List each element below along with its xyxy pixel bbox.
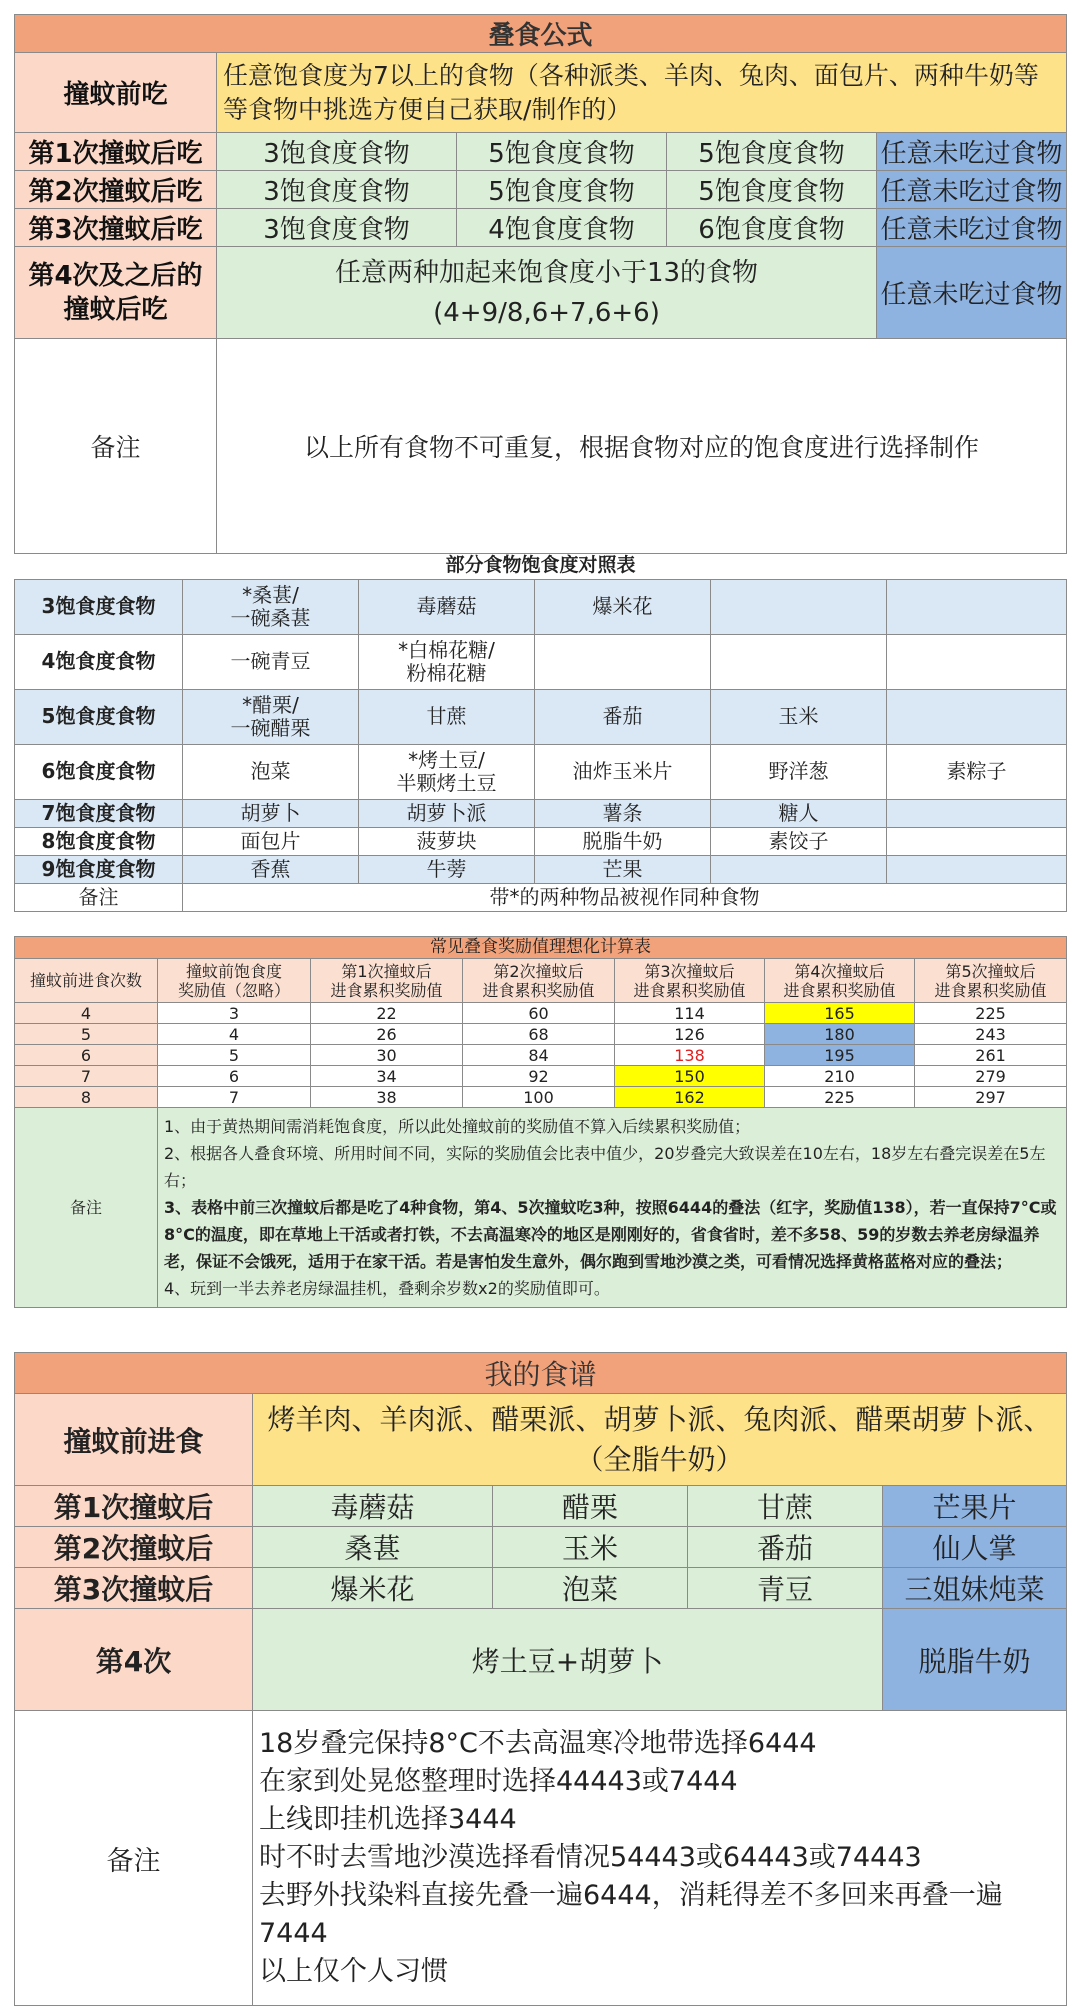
reward-cell: 4 bbox=[158, 1024, 311, 1045]
row-label: 8饱食度食物 bbox=[15, 827, 183, 855]
recipe-note: 时不时去雪地沙漠选择看情况54443或64443或74443 bbox=[259, 1842, 922, 1873]
cell: 5饱食度食物 bbox=[457, 133, 667, 171]
note-label: 备注 bbox=[15, 339, 217, 554]
recipe-cell: 玉米 bbox=[493, 1527, 688, 1568]
reward-header: 第4次撞蚊后 进食累积奖励值 bbox=[765, 959, 915, 1003]
reward-note: 2、根据各人叠食环境、所用时间不同，实际的奖励值会比表中值少，20岁叠完大致误差在10左右，18岁左右叠完误差在5左右； bbox=[164, 1144, 1046, 1190]
food-cell: 芒果 bbox=[535, 855, 711, 883]
recipe-cell: 三姐妹炖菜 bbox=[883, 1568, 1067, 1609]
food-cell: 爆米花 bbox=[535, 579, 711, 634]
reward-cell: 22 bbox=[311, 1003, 463, 1024]
formula-table bbox=[14, 14, 1067, 554]
reward-note: 1、由于黄热期间需消耗饱食度，所以此处撞蚊前的奖励值不算入后续累积奖励值； bbox=[164, 1117, 751, 1136]
reward-cell-red: 138 bbox=[615, 1045, 765, 1066]
before-label: 撞蚊前吃 bbox=[15, 53, 217, 133]
reward-cell: 225 bbox=[915, 1003, 1067, 1024]
row-label: 9饱食度食物 bbox=[15, 855, 183, 883]
recipe-title: 我的食谱 bbox=[15, 1353, 1067, 1394]
row-label: 4饱食度食物 bbox=[15, 634, 183, 689]
cell: 5饱食度食物 bbox=[667, 171, 877, 209]
cell: 4饱食度食物 bbox=[457, 209, 667, 247]
food-cell: 胡萝卜派 bbox=[359, 799, 535, 827]
row-label: 第3次撞蚊后 bbox=[15, 1568, 253, 1609]
food-cell bbox=[711, 855, 887, 883]
recipe-note: 去野外找染料直接先叠一遍6444，消耗得差不多回来再叠一遍7444 bbox=[259, 1880, 1003, 1949]
cell: 3饱食度食物 bbox=[217, 133, 457, 171]
row-label: 6饱食度食物 bbox=[15, 744, 183, 799]
cell: 6饱食度食物 bbox=[667, 209, 877, 247]
reward-cell: 26 bbox=[311, 1024, 463, 1045]
recipe-cell: 毒蘑菇 bbox=[253, 1486, 493, 1527]
food-cell bbox=[887, 634, 1067, 689]
reward-cell-highlight: 162 bbox=[615, 1087, 765, 1108]
reward-header: 第3次撞蚊后 进食累积奖励值 bbox=[615, 959, 765, 1003]
reward-cell: 8 bbox=[15, 1087, 158, 1108]
reward-cell: 243 bbox=[915, 1024, 1067, 1045]
row-label: 7饱食度食物 bbox=[15, 799, 183, 827]
reward-note-bold: 3、表格中前三次撞蚊后都是吃了4种食物，第4、5次撞蚊吃3种，按照6444的叠法（红字，奖励值138），若一直保持7°C或8°C的温度，即在草地上干活或者打铁，不去高温寒冷的地区是刚刚好的，省食省时，差不多58、59的岁数去养老房绿温养老，保证不会饿死，适用于在家干活。若是害怕发生意外，偶尔跑到雪地沙漠之类，可看情况选择黄格蓝格对应的叠法； bbox=[164, 1198, 1057, 1271]
food-cell: 泡菜 bbox=[183, 744, 359, 799]
food-cell bbox=[535, 634, 711, 689]
recipe-fourth-extra: 脱脂牛奶 bbox=[883, 1609, 1067, 1711]
food-cell bbox=[887, 827, 1067, 855]
fourth-sub: (4+9/8,6+7,6+6) bbox=[433, 297, 660, 328]
food-cell: 甘蔗 bbox=[359, 689, 535, 744]
reward-note: 4、玩到一半去养老房绿温挂机，叠剩余岁数x2的奖励值即可。 bbox=[164, 1279, 610, 1298]
reward-cell: 34 bbox=[311, 1066, 463, 1087]
reward-cell-highlight: 150 bbox=[615, 1066, 765, 1087]
food-cell: 糖人 bbox=[711, 799, 887, 827]
cell: 5饱食度食物 bbox=[667, 133, 877, 171]
food-table-title: 部分食物饱食度对照表 bbox=[15, 553, 1067, 579]
food-cell: 毒蘑菇 bbox=[359, 579, 535, 634]
note-label: 备注 bbox=[15, 883, 183, 911]
food-cell bbox=[711, 579, 887, 634]
food-cell: 薯条 bbox=[535, 799, 711, 827]
food-cell: *桑葚/ 一碗桑葚 bbox=[183, 579, 359, 634]
recipe-cell: 仙人掌 bbox=[883, 1527, 1067, 1568]
recipe-cell: 桑葚 bbox=[253, 1527, 493, 1568]
food-cell bbox=[711, 634, 887, 689]
food-cell: 脱脂牛奶 bbox=[535, 827, 711, 855]
food-cell bbox=[887, 579, 1067, 634]
reward-cell: 68 bbox=[463, 1024, 615, 1045]
food-cell: 胡萝卜 bbox=[183, 799, 359, 827]
recipe-cell: 泡菜 bbox=[493, 1568, 688, 1609]
food-cell: *醋栗/ 一碗醋栗 bbox=[183, 689, 359, 744]
reward-cell: 114 bbox=[615, 1003, 765, 1024]
fourth-text: 任意两种加起来饱食度小于13的食物 bbox=[334, 257, 759, 288]
recipe-cell: 甘蔗 bbox=[688, 1486, 883, 1527]
fourth-extra: 任意未吃过食物 bbox=[877, 247, 1067, 339]
recipe-cell: 青豆 bbox=[688, 1568, 883, 1609]
food-cell: 菠萝块 bbox=[359, 827, 535, 855]
food-cell: 面包片 bbox=[183, 827, 359, 855]
recipe-note-label: 备注 bbox=[15, 1711, 253, 2006]
food-cell: 牛蒡 bbox=[359, 855, 535, 883]
reward-cell: 92 bbox=[463, 1066, 615, 1087]
reward-note-label: 备注 bbox=[15, 1108, 158, 1308]
reward-cell: 84 bbox=[463, 1045, 615, 1066]
recipe-cell: 芒果片 bbox=[883, 1486, 1067, 1527]
recipe-before-text: 烤羊肉、羊肉派、醋栗派、胡萝卜派、兔肉派、醋栗胡萝卜派、（全脂牛奶） bbox=[253, 1394, 1067, 1486]
recipe-fourth-label: 第4次 bbox=[15, 1609, 253, 1711]
reward-cell: 100 bbox=[463, 1087, 615, 1108]
recipe-before-label: 撞蚊前进食 bbox=[15, 1394, 253, 1486]
reward-cell: 7 bbox=[15, 1066, 158, 1087]
cell: 任意未吃过食物 bbox=[877, 133, 1067, 171]
reward-cell: 6 bbox=[15, 1045, 158, 1066]
recipe-notes bbox=[253, 1711, 1067, 2006]
reward-cell: 225 bbox=[765, 1087, 915, 1108]
reward-cell-highlight: 180 bbox=[765, 1024, 915, 1045]
reward-cell: 3 bbox=[158, 1003, 311, 1024]
reward-title: 常见叠食奖励值理想化计算表 bbox=[15, 937, 1067, 959]
reward-cell: 38 bbox=[311, 1087, 463, 1108]
reward-cell-highlight: 195 bbox=[765, 1045, 915, 1066]
reward-cell: 5 bbox=[15, 1024, 158, 1045]
row-label: 3饱食度食物 bbox=[15, 579, 183, 634]
reward-header: 第2次撞蚊后 进食累积奖励值 bbox=[463, 959, 615, 1003]
recipe-cell: 爆米花 bbox=[253, 1568, 493, 1609]
reward-cell: 210 bbox=[765, 1066, 915, 1087]
food-table bbox=[14, 553, 1067, 912]
formula-title: 叠食公式 bbox=[15, 15, 1067, 53]
note-text: 以上所有食物不可重复，根据食物对应的饱食度进行选择制作 bbox=[217, 339, 1067, 554]
reward-cell: 30 bbox=[311, 1045, 463, 1066]
cell: 3饱食度食物 bbox=[217, 171, 457, 209]
reward-table bbox=[14, 936, 1067, 1308]
row-label: 5饱食度食物 bbox=[15, 689, 183, 744]
recipe-note: 在家到处晃悠整理时选择44443或7444 bbox=[259, 1766, 738, 1797]
reward-cell: 4 bbox=[15, 1003, 158, 1024]
recipe-note: 18岁叠完保持8°C不去高温寒冷地带选择6444 bbox=[259, 1728, 817, 1759]
fourth-label: 第4次及之后的撞蚊后吃 bbox=[15, 247, 217, 339]
reward-header: 第1次撞蚊后 进食累积奖励值 bbox=[311, 959, 463, 1003]
food-cell: 番茄 bbox=[535, 689, 711, 744]
cell: 任意未吃过食物 bbox=[877, 171, 1067, 209]
recipe-fourth-text: 烤土豆+胡萝卜 bbox=[253, 1609, 883, 1711]
reward-cell: 6 bbox=[158, 1066, 311, 1087]
food-cell bbox=[887, 799, 1067, 827]
food-cell: *烤土豆/ 半颗烤土豆 bbox=[359, 744, 535, 799]
row-label: 第3次撞蚊后吃 bbox=[15, 209, 217, 247]
reward-cell: 5 bbox=[158, 1045, 311, 1066]
reward-cell: 7 bbox=[158, 1087, 311, 1108]
food-cell: 玉米 bbox=[711, 689, 887, 744]
cell: 3饱食度食物 bbox=[217, 209, 457, 247]
row-label: 第1次撞蚊后吃 bbox=[15, 133, 217, 171]
fourth-cell bbox=[217, 247, 877, 339]
food-cell: *白棉花糖/ 粉棉花糖 bbox=[359, 634, 535, 689]
reward-header: 撞蚊前饱食度 奖励值（忽略） bbox=[158, 959, 311, 1003]
row-label: 第1次撞蚊后 bbox=[15, 1486, 253, 1527]
reward-header: 第5次撞蚊后 进食累积奖励值 bbox=[915, 959, 1067, 1003]
reward-cell: 279 bbox=[915, 1066, 1067, 1087]
recipe-cell: 醋栗 bbox=[493, 1486, 688, 1527]
reward-cell: 126 bbox=[615, 1024, 765, 1045]
food-cell bbox=[887, 689, 1067, 744]
note-text: 带*的两种物品被视作同种食物 bbox=[183, 883, 1067, 911]
reward-cell: 297 bbox=[915, 1087, 1067, 1108]
recipe-note: 以上仅个人习惯 bbox=[259, 1956, 448, 1987]
food-cell: 香蕉 bbox=[183, 855, 359, 883]
food-cell: 野洋葱 bbox=[711, 744, 887, 799]
cell: 5饱食度食物 bbox=[457, 171, 667, 209]
cell: 任意未吃过食物 bbox=[877, 209, 1067, 247]
food-cell bbox=[887, 855, 1067, 883]
recipe-table bbox=[14, 1352, 1067, 2006]
row-label: 第2次撞蚊后 bbox=[15, 1527, 253, 1568]
row-label: 第2次撞蚊后吃 bbox=[15, 171, 217, 209]
reward-cell: 261 bbox=[915, 1045, 1067, 1066]
food-cell: 素粽子 bbox=[887, 744, 1067, 799]
recipe-note: 上线即挂机选择3444 bbox=[259, 1804, 517, 1835]
reward-cell: 60 bbox=[463, 1003, 615, 1024]
food-cell: 一碗青豆 bbox=[183, 634, 359, 689]
before-text: 任意饱食度为7以上的食物（各种派类、羊肉、兔肉、面包片、两种牛奶等等食物中挑选方便自己获取/制作的） bbox=[217, 53, 1067, 133]
food-cell: 素饺子 bbox=[711, 827, 887, 855]
recipe-cell: 番茄 bbox=[688, 1527, 883, 1568]
reward-notes bbox=[158, 1108, 1067, 1308]
food-cell: 油炸玉米片 bbox=[535, 744, 711, 799]
reward-header: 撞蚊前进食次数 bbox=[15, 959, 158, 1003]
reward-cell-highlight: 165 bbox=[765, 1003, 915, 1024]
